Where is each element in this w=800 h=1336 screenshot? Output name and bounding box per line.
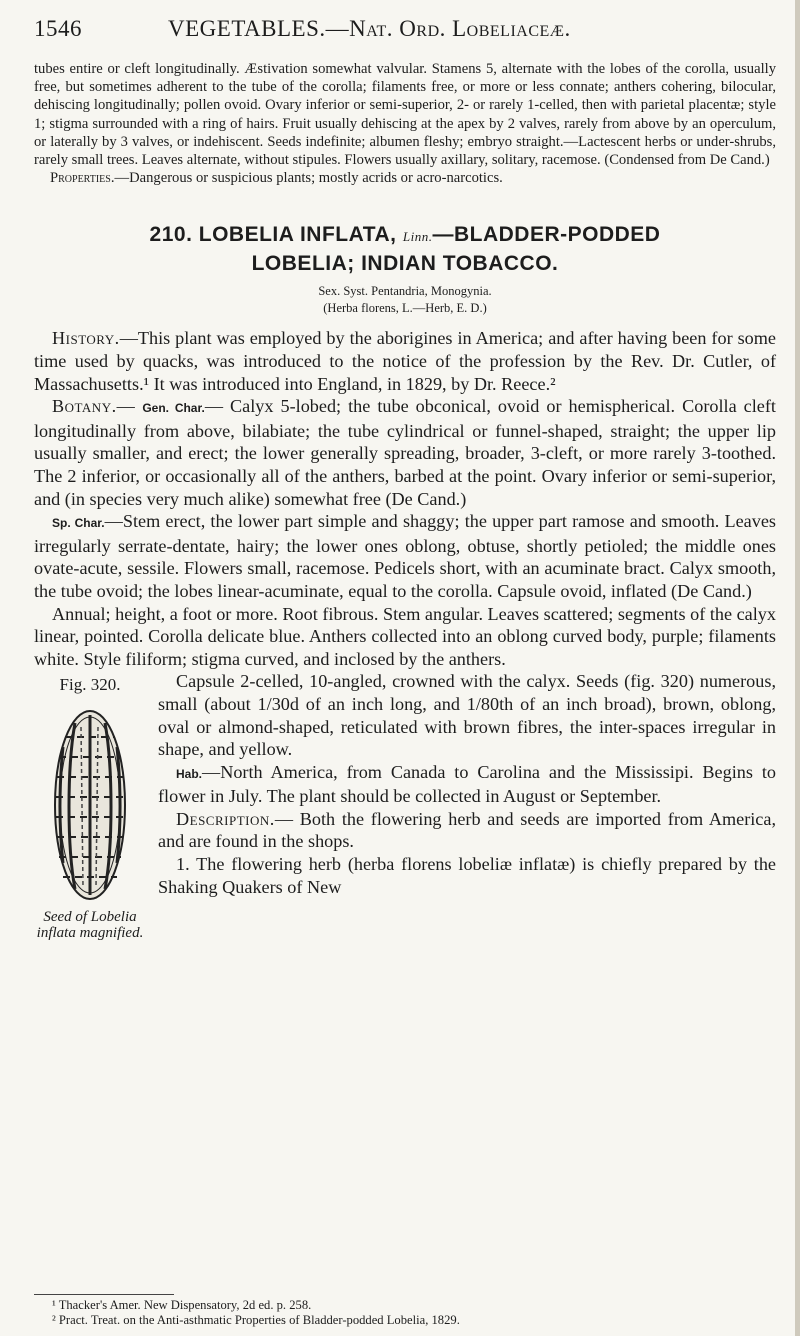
title-line-1 <box>34 221 776 250</box>
gen-char-label: Gen. Char. <box>142 401 205 416</box>
entry-title <box>34 221 776 277</box>
footnote-1: ¹ Thacker's Amer. New Dispensatory, 2d ed. p. 258. <box>52 1298 312 1312</box>
annual-paragraph <box>34 603 776 671</box>
botany-text: — Calyx 5-lobed; the tube obconical, ovoid or hemispherical. Corolla cleft longitudinally from above, bilabiate; the tube cylindrical or funnel-shaped, straight; the upper lip usually smaller, and erect; the lower generally spreading, broader, 3-cleft, or more rarely 3-toothed. The 2 inferior, or occasionally all of the anthers, barbed at the point. Ovary inferior or semi-superior, and (in species very much alike) somewhat free (De Cand.) <box>34 396 776 509</box>
species-paragraph <box>34 510 776 602</box>
title-part-b: —BLADDER-PODDED <box>432 223 661 247</box>
flowering-herb-paragraph: 1. The flowering herb (herba florens lobeliæ inflatæ) is chiefly prepared by the Shaking Quakers of New <box>158 854 776 897</box>
page-number: 1546 <box>34 16 82 41</box>
entry-body <box>34 327 776 941</box>
history-lead: History. <box>52 328 120 349</box>
book-page <box>34 16 776 941</box>
intro-text <box>34 60 776 187</box>
sp-char-label: Sp. Char. <box>52 516 105 531</box>
figure-label: Fig. 320. <box>59 675 121 695</box>
habitat-text: —North America, from Canada to Carolina and the Mississipi. Begins to flower in July. The plant should be collected in August or September. <box>158 761 776 807</box>
annual-text: Annual; height, a foot or more. Root fibrous. Stem angular. Leaves scattered; segments of the calyx linear, pointed. Corolla delicate blue. Anthers collected into an oblong curved body, purple; filaments white. Style filiform; stigma curved, and inclosed by the anthers. <box>34 603 776 669</box>
botany-paragraph <box>34 395 776 510</box>
capsule-text: Capsule 2-celled, 10-angled, crowned with the calyx. Seeds (fig. 320) numerous, small (about 1/30d of an inch long, and 1/80th of an inch broad), brown, oblong, oval or almond-shaped, reticulated with brown fibres, the inter-spaces irregular in shape, and yellow. <box>158 671 776 760</box>
running-head-a: VEGETABLES.— <box>168 16 350 41</box>
title-authority: Linn. <box>402 229 433 245</box>
page-header <box>34 16 776 50</box>
footnotes <box>34 1298 776 1329</box>
title-part-a: 210. LOBELIA INFLATA, <box>149 223 397 247</box>
description-lead: Description. <box>176 808 275 829</box>
description-text: — Both the flowering herb and seeds are imported from America, and are found in the shops. <box>158 808 776 852</box>
figure-320 <box>34 674 146 941</box>
history-text: —This plant was employed by the aborigines in America; and after having been for some time used by quacks, was introduced to the notice of the profession by the Rev. Dr. Cutler, of Massachusetts.¹ It was introduced into England, in 1829, by Dr. Reece.² <box>34 328 776 394</box>
footnote-2: ² Pract. Treat. on the Anti-asthmatic Properties of Bladder-podded Lobelia, 1829. <box>52 1313 460 1328</box>
running-head <box>108 16 776 42</box>
properties-text: —Dangerous or suspicious plants; mostly acrids or acro-narcotics. <box>114 170 503 187</box>
running-head-b: Nat. Ord. Lobeliaceæ. <box>349 16 571 41</box>
title-line-2: LOBELIA; INDIAN TOBACCO. <box>251 252 559 276</box>
botany-lead: Botany.— <box>52 396 136 417</box>
seed-illustration <box>51 707 129 903</box>
synonyms: (Herba florens, L.—Herb, E. D.) <box>323 301 487 316</box>
intro-paragraph: tubes entire or cleft longitudinally. Æstivation somewhat valvular. Stamens 5, alternate with the lobes of the corolla, usually free, but sometimes adherent to the tube of the corolla; filaments free, or more or less connate; anthers cohering, bilocular, dehiscing longitudinally; pollen ovoid. Ovary inferior or semi-superior, 2- or rarely 1-celled, then with parietal placentæ; style 1; stigma surrounded with a ring of hairs. Fruit usually dehiscing at the apex by 2 valves, rarely from above by an operculum, or laterally by 3 valves, or indehiscent. Seeds indefinite; albumen fleshy; embryo straight.—Lactescent herbs or under-shrubs, rarely small trees. Leaves alternate, without stipules. Flowers usually axillary, solitary, racemose. (Condensed from De Cand.) <box>34 61 776 169</box>
page-edge <box>795 0 800 1336</box>
figure-caption: Seed of Lobelia inflata magnified. <box>36 908 144 941</box>
footnote-rule <box>34 1294 174 1295</box>
hab-label: Hab. <box>176 766 203 781</box>
species-text: —Stem erect, the lower part simple and shaggy; the upper part ramose and smooth. Leaves irregularly serrate-dentate, hairy; the lower ones oblong, obtuse, shortly petioled; the middle ones ovate-acute, sessile. Flowers small, racemose. Pedicels short, with an acuminate bract. Calyx smooth, the tube ovoid; the lobes linear-acuminate, equal to the corolla. Capsule ovoid, inflated (De Cand.) <box>34 511 776 601</box>
properties-lead: Properties. <box>50 170 115 187</box>
entry-subtitle <box>34 283 776 317</box>
properties-paragraph <box>34 169 776 187</box>
sexual-system: Sex. Syst. Pentandria, Monogynia. <box>318 284 492 299</box>
history-paragraph <box>34 327 776 395</box>
